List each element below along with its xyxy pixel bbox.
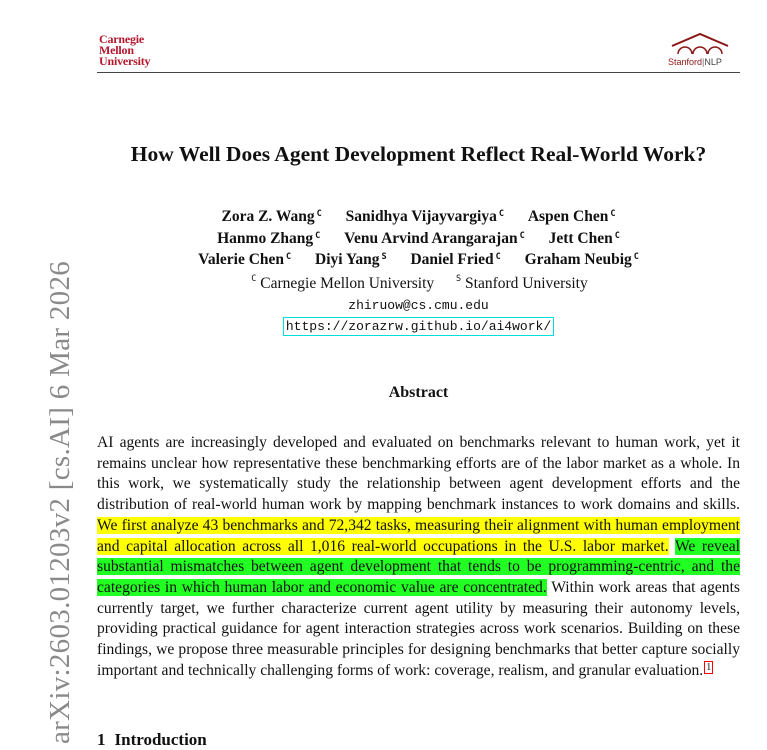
cmu-logo	[99, 34, 150, 67]
footnote-link[interactable]: 1	[706, 661, 712, 673]
author-row	[97, 228, 740, 250]
abstract-heading: Abstract	[388, 384, 449, 401]
section-heading-introduction	[97, 730, 207, 750]
author: Hanmo Zhang $^C$	[217, 229, 321, 247]
author: Valerie Chen $^C$	[198, 251, 292, 268]
author: Diyi Yang $^S$	[315, 251, 387, 268]
affiliation-list	[97, 275, 740, 293]
paper-title: How Well Does Agent Development Reflect Real-World Work?	[130, 142, 707, 166]
abstract-body	[97, 433, 740, 681]
affiliation-mark: C	[614, 230, 620, 241]
project-url-row	[97, 315, 740, 336]
author-list	[97, 206, 740, 271]
project-url-link[interactable]: https://zorazrw.github.io/ai4work/	[283, 317, 554, 336]
author: Zora Z. Wang $^C$	[221, 208, 322, 225]
author: Venu Arvind Arangarajan $^C$	[344, 229, 525, 247]
affiliation-mark: C	[316, 209, 322, 219]
stanford-logo-separator: |	[702, 57, 705, 67]
abstract-text: AI agents are increasingly developed and evaluated on benchmarks relevant to human work, yet it remains unclear how representative these benchmarking efforts are of the labor market as a whole. In this work, we systematically study the relationship between agent development efforts and the distribution of real-world human work by mapping benchmark instances to work domains and skills.	[97, 434, 740, 514]
affiliation: $^S$ Stanford University	[456, 274, 588, 292]
section-number: 1	[97, 730, 106, 749]
highlight-yellow[interactable]: We first analyze 43 benchmarks and 72,342 tasks, measuring their alignment with human employment and capital allocation across all 1,016 real-world occupations in the U.S. labor market.	[97, 516, 740, 555]
stanford-nlp-logo	[668, 32, 732, 68]
author: Graham Neubig $^C$	[524, 251, 639, 268]
author-row	[97, 206, 740, 228]
abstract-text: Within work areas that agents currently target, we further characterize current agent utility by measuring their autonomy levels, providing practical guidance for agent interaction strategies across work scenarios. Building on these findings, we propose three measurable principles for designing benchmarks that better capture socially important and technically challenging forms of work: coverage, realism, and granular evaluation.	[97, 578, 741, 679]
affiliation-mark: S	[456, 274, 462, 284]
cmu-logo-line: University	[99, 54, 151, 68]
author: Jett Chen $^C$	[548, 229, 620, 247]
section-title: Introduction	[114, 730, 207, 749]
contact-email[interactable]: zhiruow@cs.cmu.edu	[348, 298, 489, 313]
author-row	[97, 249, 740, 271]
arxiv-identifier[interactable]: arXiv:2603.01203v2 [cs.AI] 6 Mar 2026	[44, 260, 76, 744]
stanford-logo-text: Stanford	[668, 57, 703, 67]
stanford-logo-nlp: NLP	[704, 57, 722, 67]
header-rule	[97, 72, 740, 73]
affiliation: $^C$ Carnegie Mellon University	[251, 274, 435, 292]
affiliation-mark: C	[286, 252, 292, 262]
affiliation-mark: C	[519, 230, 525, 241]
affiliation-mark: C	[251, 274, 257, 284]
author: Sanidhya Vijayvargiya $^C$	[345, 208, 504, 225]
affiliation-mark: C	[610, 209, 616, 219]
affiliation-mark: C	[315, 230, 321, 241]
author: Daniel Fried $^C$	[410, 251, 501, 268]
affiliation-mark: C	[495, 252, 501, 262]
stanford-arch-icon	[670, 32, 730, 56]
highlight-green[interactable]: We reveal substantial mismatches between agent development that tends to be programming-centric, and the categories in which human labor and economic value are concentrated.	[97, 537, 741, 596]
cmu-logo-line: Mellon	[99, 43, 134, 57]
affiliation-mark: S	[381, 252, 387, 262]
cmu-logo-line: Carnegie	[99, 32, 145, 46]
author: Aspen Chen $^C$	[527, 208, 616, 225]
affiliation-mark: C	[633, 252, 639, 262]
affiliation-mark: C	[498, 209, 504, 219]
